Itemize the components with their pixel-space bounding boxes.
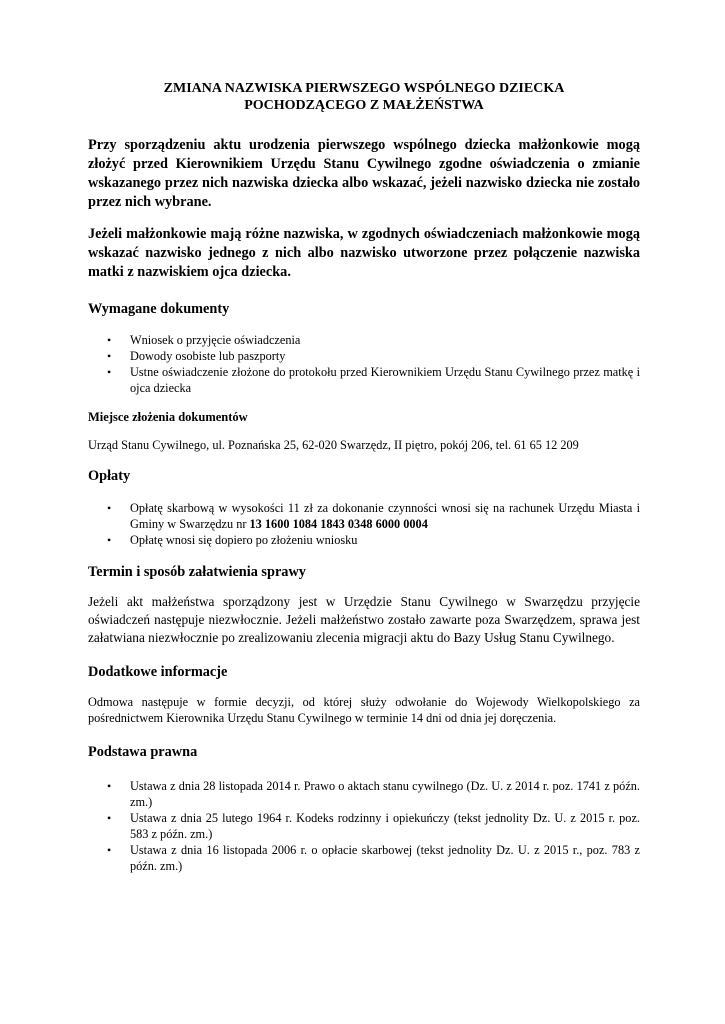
fees-list (88, 500, 640, 548)
title-line-1: ZMIANA NAZWISKA PIERWSZEGO WSPÓLNEGO DZIECKA (163, 81, 565, 96)
documents-list (88, 332, 640, 396)
bullet-icon: • (107, 779, 112, 793)
place-heading: Miejsce złożenia dokumentów (88, 410, 248, 424)
bullet-icon: • (107, 365, 112, 379)
intro-paragraph-1: Przy sporządzeniu aktu urodzenia pierwszego wspólnego dziecka małżonkowie mogą złożyć przed Kierownikiem Urzędu Stanu Cywilnego zgodne oświadczenia o zmianie wskazanego przez nich nazwiska dziecka albo wskazać, jeżeli nazwisko dziecka nie zostało przez nich wybrane. (88, 137, 640, 210)
bullet-icon: • (107, 333, 112, 347)
list-item: • Ustawa z dnia 16 listopada 2006 r. o opłacie skarbowej (tekst jednolity Dz. U. z 2015 r., poz. 783 z późn. zm.) (107, 843, 640, 873)
bullet-icon: • (107, 501, 112, 515)
list-item: • Ustawa z dnia 25 lutego 1964 r. Kodeks rodzinny i opiekuńczy (tekst jednolity Dz. U. z 2015 r. poz. 583 z późn. zm.) (107, 811, 640, 841)
documents-heading: Wymagane dokumenty (88, 301, 230, 317)
term-text: Jeżeli akt małżeństwa sporządzony jest w Urzędzie Stanu Cywilnego w Swarzędzu przyjęcie oświadczeń następuje niezwłocznie. Jeżeli małżeństwo zostało zawarte poza Swarzędzem, sprawa jest załatwiana niezwłocznie po zrealizowaniu zlecenia migracji aktu do Bazy Usług Stanu Cywilnego. (88, 594, 640, 645)
legal-heading: Podstawa prawna (88, 744, 198, 760)
document-page (88, 80, 640, 874)
additional-heading: Dodatkowe informacje (88, 664, 228, 680)
document-title (88, 80, 640, 114)
list-item: • Opłatę wnosi się dopiero po złożeniu wniosku (107, 533, 358, 547)
place-text: Urząd Stanu Cywilnego, ul. Poznańska 25, 62-020 Swarzędz, II piętro, pokój 206, tel. 61 65 12 209 (88, 438, 579, 452)
bullet-icon: • (107, 811, 112, 825)
intro-paragraph-2: Jeżeli małżonkowie mają różne nazwiska, w zgodnych oświadczeniach małżonkowie mogą wskazać nazwisko jednego z nich albo nazwisko utworzone przez połączenie nazwiska matki z nazwiskiem ojca dziecka. (88, 226, 640, 280)
bullet-icon: • (107, 349, 112, 363)
list-item: • Ustawa z dnia 28 listopada 2014 r. Prawo o aktach stanu cywilnego (Dz. U. z 2014 r. poz. 1741 z późn. zm.) (107, 779, 640, 809)
list-item: • Wniosek o przyjęcie oświadczenia (107, 333, 301, 347)
bank-account-number: 13 1600 1084 1843 0348 6000 0004 (249, 517, 428, 531)
bullet-icon: • (107, 843, 112, 857)
additional-text: Odmowa następuje w formie decyzji, od której służy odwołanie do Wojewody Wielkopolskiego za pośrednictwem Kierownika Urzędu Stanu Cywilnego w terminie 14 dni od dnia jej doręczenia. (88, 695, 640, 725)
title-line-2: POCHODZĄCEGO Z MAŁŻEŃSTWA (244, 98, 484, 113)
list-item: • Dowody osobiste lub paszporty (107, 349, 286, 363)
list-item: • Ustne oświadczenie złożone do protokołu przed Kierownikiem Urzędu Stanu Cywilnego przez matkę i ojca dziecka (107, 365, 640, 395)
fee-text: Opłatę skarbową w wysokości 11 zł za dokonanie czynności wnosi się na rachunek Urzędu Miasta i Gminy w Swarzędzu nr (130, 501, 640, 531)
legal-list (88, 778, 640, 874)
fees-heading: Opłaty (88, 468, 131, 484)
bullet-icon: • (107, 533, 112, 547)
term-heading: Termin i sposób załatwienia sprawy (88, 564, 306, 580)
list-item (107, 500, 640, 532)
